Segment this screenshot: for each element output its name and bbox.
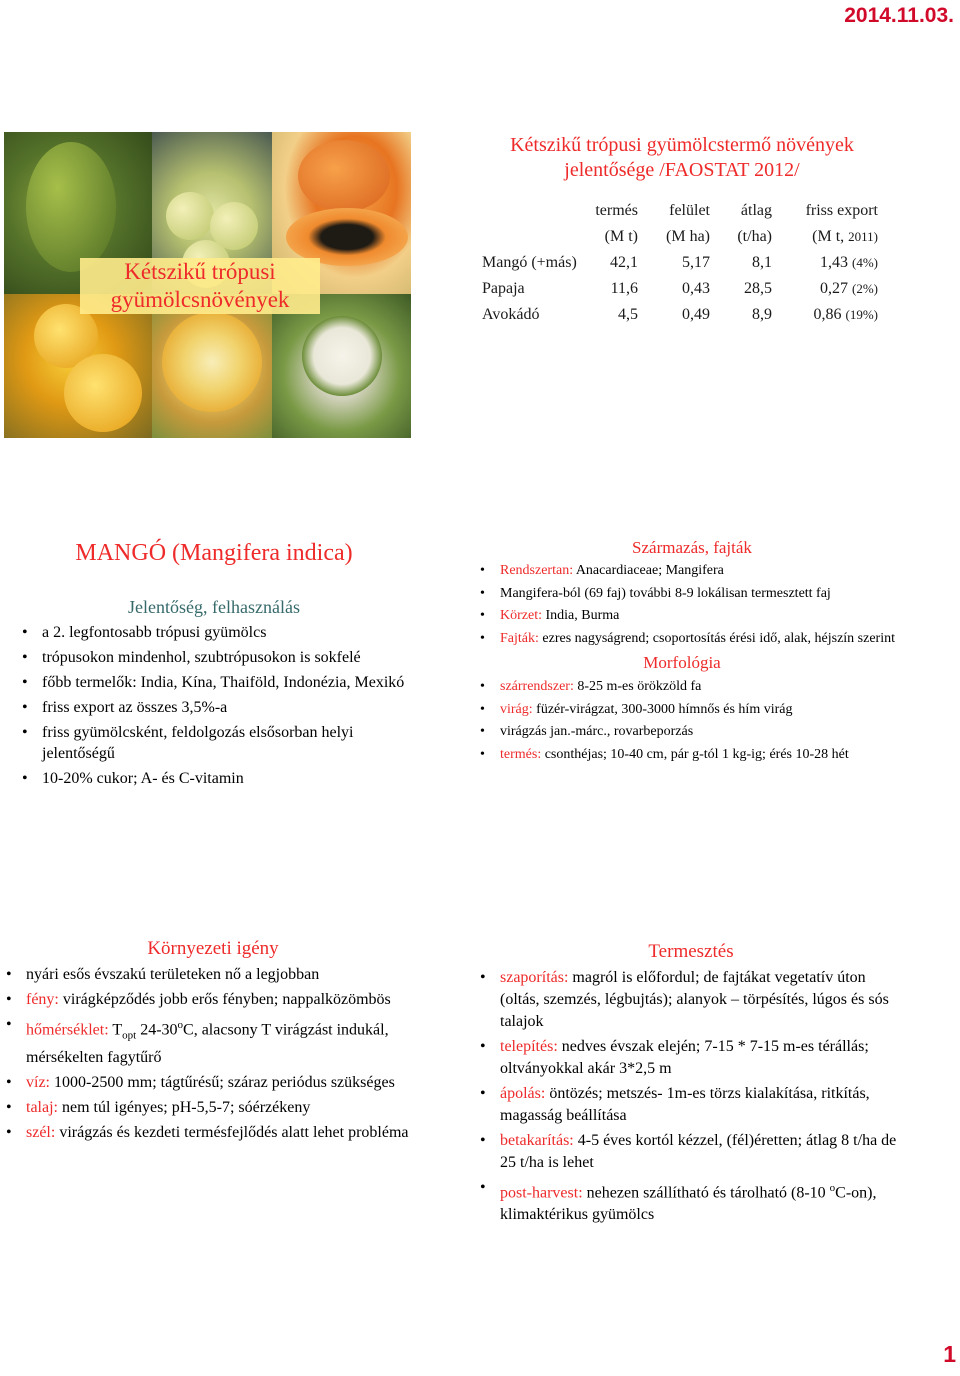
list-item: • 10-20% cukor; A- és C-vitamin <box>20 768 412 789</box>
list-item: • betakarítás: 4-5 éves kortól kézzel, (fél)éretten; átlag 8 t/ha de 25 t/ha is lehet <box>478 1130 898 1174</box>
header-termes: termés <box>595 202 638 219</box>
list-item: • talaj: nem túl igényes; pH-5,5-7; sóérzékeny <box>4 1097 412 1119</box>
list-item: • ápolás: öntözés; metszés- 1m-es törzs kialakítása, ritkítás, magasság beállítása <box>478 1083 898 1127</box>
header-atlag: átlag <box>740 202 772 219</box>
list-item: • Fajták: ezres nagyságrend; csoportosítás érési idő, alak, héjszín szerint <box>478 630 908 649</box>
guava-photo <box>152 294 272 438</box>
list-item: • a 2. legfontosabb trópusi gyümölcs <box>20 622 412 643</box>
mango-title: MANGÓ (Mangifera indica) <box>75 540 353 566</box>
list-item: • virágzás jan.-márc., rovarbeporzás <box>478 723 908 742</box>
list-item: • fény: virágképződés jobb erős fényben; nappalközömbös <box>4 989 412 1011</box>
list-item: • telepítés: nedves évszak elején; 7-15 * 7-15 m-es térállás; oltványokkal akár 3*2,5 m <box>478 1036 898 1080</box>
table-units-row <box>482 224 884 250</box>
list-item: • Rendszertan: Anacardiaceae; Mangifera <box>478 562 908 581</box>
environment-list <box>4 964 412 1147</box>
date-label: 2014.11.03. <box>844 4 954 27</box>
header-felulet: felület <box>669 202 710 219</box>
unit-felulet: (M ha) <box>666 228 710 245</box>
list-item: • hőmérséklet: $T_{opt}$ 24-30$^o$C, alacsony T virágzást indukál, mérsékelten fagytűrő <box>4 1014 412 1069</box>
intro-title: Kétszikű trópusi gyümölcsnövények <box>80 258 320 314</box>
table-row: Mangó (+más) 42,1 5,17 8,1 1,43 (4%) <box>482 254 878 271</box>
cultivation-title: Termesztés <box>648 941 734 962</box>
list-item: • friss gyümölcsként, feldolgozás elsősorban helyi jelentőségű <box>20 722 412 764</box>
list-item: • víz: 1000-2500 mm; tágtűrésű; száraz periódus szükséges <box>4 1072 412 1094</box>
list-item: • termés: csonthéjas; 10-40 cm, pár g-tól 1 kg-ig; érés 10-28 hét <box>478 746 908 765</box>
list-item: • szaporítás: magról is előfordul; de fajtákat vegetatív úton (oltás, szemzés, légbujtás); alanyok – törpésítés, lúgos és sós talajok <box>478 967 898 1033</box>
stats-title: Kétszikű trópusi gyümölcstermő növények jelentősége /FAOSTAT 2012/ <box>510 134 854 181</box>
table-row: Avokádó 4,5 0,49 8,9 0,86 (19%) <box>482 306 878 323</box>
origin-list <box>478 562 908 768</box>
production-table <box>482 198 884 328</box>
list-item: • friss export az összes 3,5%-a <box>20 697 412 718</box>
list-item: • virág: füzér-virágzat, 300-3000 hímnős és hím virág <box>478 701 908 720</box>
header-export: friss export <box>805 202 878 219</box>
unit-termes: (M t) <box>604 228 638 245</box>
list-item: • szárrendszer: 8-25 m-es örökzöld fa <box>478 678 908 697</box>
list-item: • Mangifera-ból (69 faj) további 8-9 lokálisan termesztett faj <box>478 585 908 604</box>
unit-export: (M t, 2011) <box>812 228 878 245</box>
list-item: • főbb termelők: India, Kína, Thaiföld, Indonézia, Mexikó <box>20 672 412 693</box>
starfruit-photo <box>4 294 152 438</box>
mango-subtitle: Jelentőség, felhasználás <box>128 597 300 617</box>
list-item: • Körzet: India, Burma <box>478 607 908 626</box>
page-number: 1 <box>943 1341 956 1367</box>
list-item: • trópusokon mindenhol, szubtrópusokon is sokfelé <box>20 647 412 668</box>
environment-title: Környezeti igény <box>147 938 279 959</box>
cultivation-list <box>478 967 898 1229</box>
list-item: • post-harvest: nehezen szállítható és tárolható (8-10 $^o$C-on), klimaktérikus gyümölcs <box>478 1177 898 1226</box>
list-item: • nyári esős évszakú területeken nő a legjobban <box>4 964 412 986</box>
cherimoya-photo <box>272 294 411 438</box>
origin-title: Származás, fajták <box>632 538 752 557</box>
unit-atlag: (t/ha) <box>737 228 772 245</box>
list-item: • szél: virágzás és kezdeti termésfejlődés alatt lehet probléma <box>4 1122 412 1144</box>
table-row: Papaja 11,6 0,43 28,5 0,27 (2%) <box>482 280 878 297</box>
mango-importance-list <box>20 622 412 793</box>
morphology-title: Morfológia <box>643 653 721 672</box>
table-header-row <box>482 198 884 224</box>
